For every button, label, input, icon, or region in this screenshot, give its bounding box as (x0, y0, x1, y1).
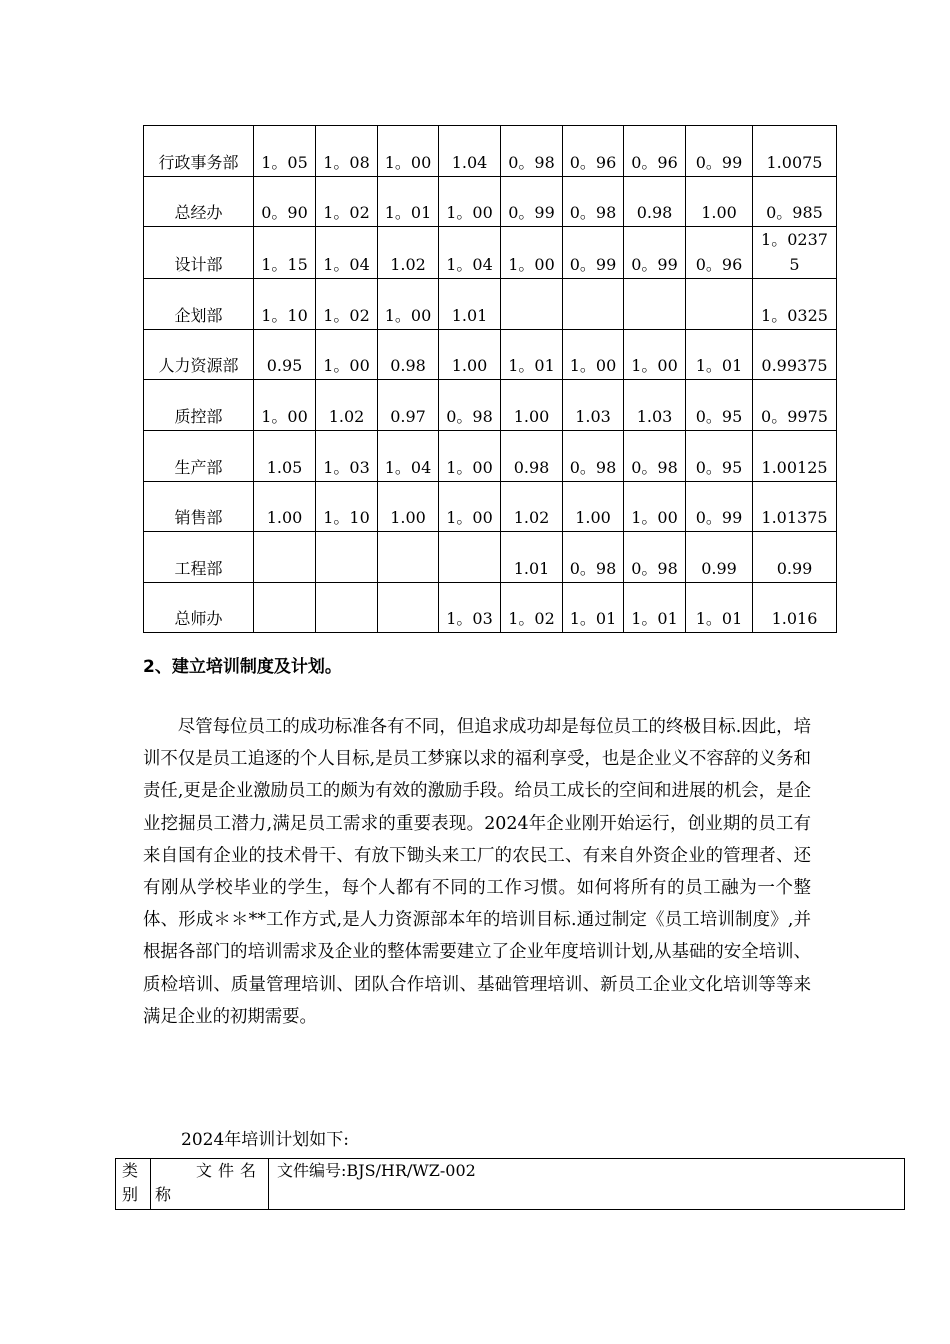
file-number-cell: 文件编号:BJS/HR/WZ-002 (269, 1159, 905, 1210)
score-cell (378, 380, 439, 431)
section-heading: 2、建立培训制度及计划。 (143, 657, 342, 677)
score-value: 1。08 (323, 152, 370, 172)
score-value: 0.98 (513, 457, 550, 477)
score-cell (439, 430, 501, 481)
table-row (144, 380, 837, 431)
score-cell (753, 227, 837, 279)
department-cell (144, 227, 254, 279)
document-header-table (115, 1158, 905, 1210)
score-value: 1。00 (446, 508, 493, 528)
score-value: 1。02375 (761, 230, 828, 275)
score-value: 1。10 (261, 305, 308, 325)
body-paragraph: 尽管每位员工的成功标准各有不同，但追求成功却是每位员工的终极目标.因此，培训不仅是员工追逐的个人目标,是员工梦寐以求的福利享受，也是企业义不容辞的义务和责任,更是企业激励员工的颇为有效的激励手段。给员工成长的空间和进展的机会，是企业挖掘员工潜力,满足员工需求的重要表现。2024年企业刚开始运行，创业期的员工有来自国有企业的技术骨干、有放下锄头来工厂的农民工、有来自外资企业的管理者、还有刚从学校毕业的学生，每个人都有不同的工作习惯。如何将所有的员工融为一个整体、形成＊＊**工作方式,是人力资源部本年的培训目标.通过制定《员工培训制度》,并根据各部门的培训需求及企业的整体需要建立了企业年度培训计划,从基础的安全培训、质检培训、质量管理培训、团队合作培训、基础管理培训、新员工企业文化培训等等来满足企业的初期需要。 (143, 717, 811, 1027)
department-name: 工程部 (174, 558, 223, 578)
department-name: 行政事务部 (158, 152, 239, 172)
score-cell (254, 126, 316, 177)
score-value: 0。95 (695, 406, 743, 426)
department-name: 总师办 (174, 609, 223, 629)
score-value: 0。9975 (761, 406, 828, 426)
score-value: 1。00 (261, 406, 308, 426)
score-value: 0。99 (695, 508, 743, 528)
score-cell (624, 126, 686, 177)
score-value: 0。98 (569, 457, 617, 477)
score-cell (753, 329, 837, 380)
filename-label-top: 文件名 (195, 1161, 262, 1180)
score-value: 1.0075 (766, 152, 823, 172)
score-value: 0。98 (569, 558, 617, 578)
score-cell (254, 227, 316, 279)
score-cell (316, 532, 378, 583)
score-cell (624, 380, 686, 431)
score-value: 1。00 (631, 508, 678, 528)
score-cell (439, 380, 501, 431)
score-value: 1.00 (266, 508, 303, 528)
score-value: 0。95 (695, 457, 743, 477)
score-value: 0。985 (766, 203, 823, 223)
score-cell (378, 329, 439, 380)
score-value: 1.016 (771, 609, 818, 629)
score-cell (501, 227, 563, 279)
score-cell (686, 176, 753, 227)
score-value: 1。00 (569, 356, 617, 376)
score-cell (378, 176, 439, 227)
department-name: 质控部 (174, 406, 223, 426)
table-row (144, 481, 837, 532)
score-cell (378, 279, 439, 330)
score-table-body (144, 126, 837, 633)
score-cell (753, 582, 837, 633)
score-value: 0。96 (631, 152, 678, 172)
filename-label-bottom: 称 (155, 1185, 172, 1204)
score-cell (254, 532, 316, 583)
department-cell (144, 126, 254, 177)
score-cell (563, 227, 624, 279)
score-cell (439, 532, 501, 583)
score-cell (624, 582, 686, 633)
score-value: 1.02 (328, 406, 365, 426)
score-value: 1。05 (261, 152, 308, 172)
score-cell (753, 176, 837, 227)
score-cell (501, 481, 563, 532)
score-value: 0.99 (776, 558, 813, 578)
score-cell (563, 532, 624, 583)
score-cell (316, 329, 378, 380)
document-header-row (116, 1159, 905, 1210)
score-value: 1。02 (323, 203, 370, 223)
department-name: 生产部 (174, 457, 223, 477)
score-cell (753, 481, 837, 532)
score-cell (686, 380, 753, 431)
score-cell (439, 582, 501, 633)
score-cell (624, 176, 686, 227)
score-cell (501, 582, 563, 633)
score-value: 0。98 (569, 203, 617, 223)
score-value: 1.05 (266, 457, 303, 477)
score-value: 0.97 (390, 406, 426, 426)
score-value: 0。98 (508, 152, 555, 172)
score-value (316, 631, 377, 632)
score-value: 0。96 (569, 152, 617, 172)
score-value: 1.01 (513, 558, 550, 578)
score-cell (254, 176, 316, 227)
score-value: 1。10 (323, 508, 370, 528)
score-value: 1.01375 (761, 508, 828, 528)
score-cell (378, 227, 439, 279)
score-cell (316, 481, 378, 532)
score-cell (254, 481, 316, 532)
score-value: 1。01 (508, 356, 555, 376)
score-cell (254, 279, 316, 330)
score-cell (501, 430, 563, 481)
score-value: 1。02 (323, 305, 370, 325)
score-cell (501, 279, 563, 330)
score-value (378, 631, 438, 632)
score-cell (501, 532, 563, 583)
score-value: 0.98 (390, 356, 426, 376)
score-value: 1.04 (451, 152, 488, 172)
score-cell (254, 380, 316, 431)
score-cell (624, 430, 686, 481)
score-value: 1。01 (695, 356, 743, 376)
score-cell (378, 126, 439, 177)
department-cell (144, 279, 254, 330)
department-cell (144, 329, 254, 380)
table-row (144, 227, 837, 279)
score-cell (316, 279, 378, 330)
score-cell (753, 430, 837, 481)
table-row (144, 582, 837, 633)
score-cell (563, 481, 624, 532)
score-value: 0。98 (446, 406, 493, 426)
score-value: 1。01 (384, 203, 432, 223)
score-value: 0。99 (508, 203, 555, 223)
score-cell (378, 430, 439, 481)
department-cell (144, 532, 254, 583)
score-cell (316, 380, 378, 431)
score-value: 1。03 (446, 609, 493, 629)
score-value: 1.00 (575, 508, 611, 528)
score-cell (753, 532, 837, 583)
score-cell (563, 380, 624, 431)
score-value (254, 631, 315, 632)
score-cell (316, 176, 378, 227)
score-cell (563, 582, 624, 633)
score-cell (563, 430, 624, 481)
table-row (144, 532, 837, 583)
department-cell (144, 176, 254, 227)
score-cell (624, 279, 686, 330)
score-cell (378, 481, 439, 532)
department-cell (144, 430, 254, 481)
score-value: 1。01 (631, 609, 678, 629)
score-cell (439, 481, 501, 532)
score-value: 0。98 (631, 457, 678, 477)
score-cell (439, 126, 501, 177)
score-value: 1。01 (695, 609, 743, 629)
score-value: 1.01 (451, 305, 488, 325)
score-cell (439, 227, 501, 279)
score-value: 1.02 (513, 508, 550, 528)
department-name: 设计部 (174, 255, 223, 275)
score-cell (686, 126, 753, 177)
score-value: 0.99 (701, 558, 737, 578)
score-cell (563, 329, 624, 380)
score-cell (254, 430, 316, 481)
score-cell (624, 532, 686, 583)
score-value: 1。03 (323, 457, 370, 477)
score-value: 1。00 (508, 255, 555, 275)
score-value: 1。01 (569, 609, 617, 629)
score-cell (686, 227, 753, 279)
score-cell (563, 126, 624, 177)
department-score-table (143, 125, 837, 633)
score-value: 1.03 (575, 406, 611, 426)
score-cell (378, 582, 439, 633)
score-cell (254, 582, 316, 633)
department-name: 销售部 (174, 508, 223, 528)
score-cell (753, 380, 837, 431)
score-cell (563, 279, 624, 330)
score-cell (316, 126, 378, 177)
score-cell (624, 227, 686, 279)
score-value: 0。99 (695, 152, 743, 172)
score-cell (316, 430, 378, 481)
score-cell (753, 126, 837, 177)
score-value: 0.99375 (761, 356, 828, 376)
table-row (144, 126, 837, 177)
score-cell (686, 329, 753, 380)
score-cell (686, 582, 753, 633)
score-value: 0。90 (261, 203, 308, 223)
score-value: 1.03 (636, 406, 673, 426)
score-value: 1。00 (384, 152, 432, 172)
score-value: 1。04 (446, 255, 493, 275)
score-value: 1.00 (513, 406, 550, 426)
score-cell (316, 227, 378, 279)
score-cell (686, 532, 753, 583)
score-cell (563, 176, 624, 227)
score-cell (624, 329, 686, 380)
score-cell (501, 329, 563, 380)
score-cell (501, 126, 563, 177)
score-value: 0.95 (266, 356, 303, 376)
score-value: 1。04 (384, 457, 432, 477)
table-row (144, 279, 837, 330)
score-value: 1.02 (390, 255, 426, 275)
category-cell (116, 1159, 151, 1210)
score-value: 0。98 (631, 558, 678, 578)
score-cell (378, 532, 439, 583)
score-value: 0。99 (569, 255, 617, 275)
score-cell (439, 176, 501, 227)
score-cell (254, 329, 316, 380)
score-value: 1.00 (390, 508, 426, 528)
score-cell (501, 380, 563, 431)
department-name: 总经办 (174, 203, 223, 223)
score-value: 1。00 (446, 203, 493, 223)
department-cell (144, 481, 254, 532)
score-cell (686, 481, 753, 532)
score-value: 0。96 (695, 255, 743, 275)
score-value: 1.00125 (761, 457, 828, 477)
score-cell (753, 279, 837, 330)
table-row (144, 430, 837, 481)
score-value: 1。00 (446, 457, 493, 477)
score-value: 1。04 (323, 255, 370, 275)
score-cell (439, 329, 501, 380)
score-cell (624, 481, 686, 532)
score-value: 1。15 (261, 255, 308, 275)
score-value: 1.00 (451, 356, 488, 376)
category-label-bottom: 别 (122, 1185, 139, 1204)
score-value: 1。00 (323, 356, 370, 376)
table-row (144, 176, 837, 227)
score-cell (439, 279, 501, 330)
department-name: 人力资源部 (158, 356, 239, 376)
filename-cell (151, 1159, 269, 1210)
score-value: 1。02 (508, 609, 555, 629)
score-value: 0。99 (631, 255, 678, 275)
department-cell (144, 582, 254, 633)
table-row (144, 329, 837, 380)
score-cell (686, 430, 753, 481)
department-name: 企划部 (174, 305, 223, 325)
score-value: 1。0325 (761, 305, 828, 325)
score-cell (316, 582, 378, 633)
score-cell (501, 176, 563, 227)
score-value: 0.98 (636, 203, 673, 223)
plan-intro: 2024年培训计划如下: (181, 1130, 349, 1150)
score-value: 1。00 (631, 356, 678, 376)
category-label-top: 类 (122, 1161, 139, 1180)
score-value: 1.00 (701, 203, 737, 223)
score-value: 1。00 (384, 305, 432, 325)
score-cell (686, 279, 753, 330)
department-cell (144, 380, 254, 431)
